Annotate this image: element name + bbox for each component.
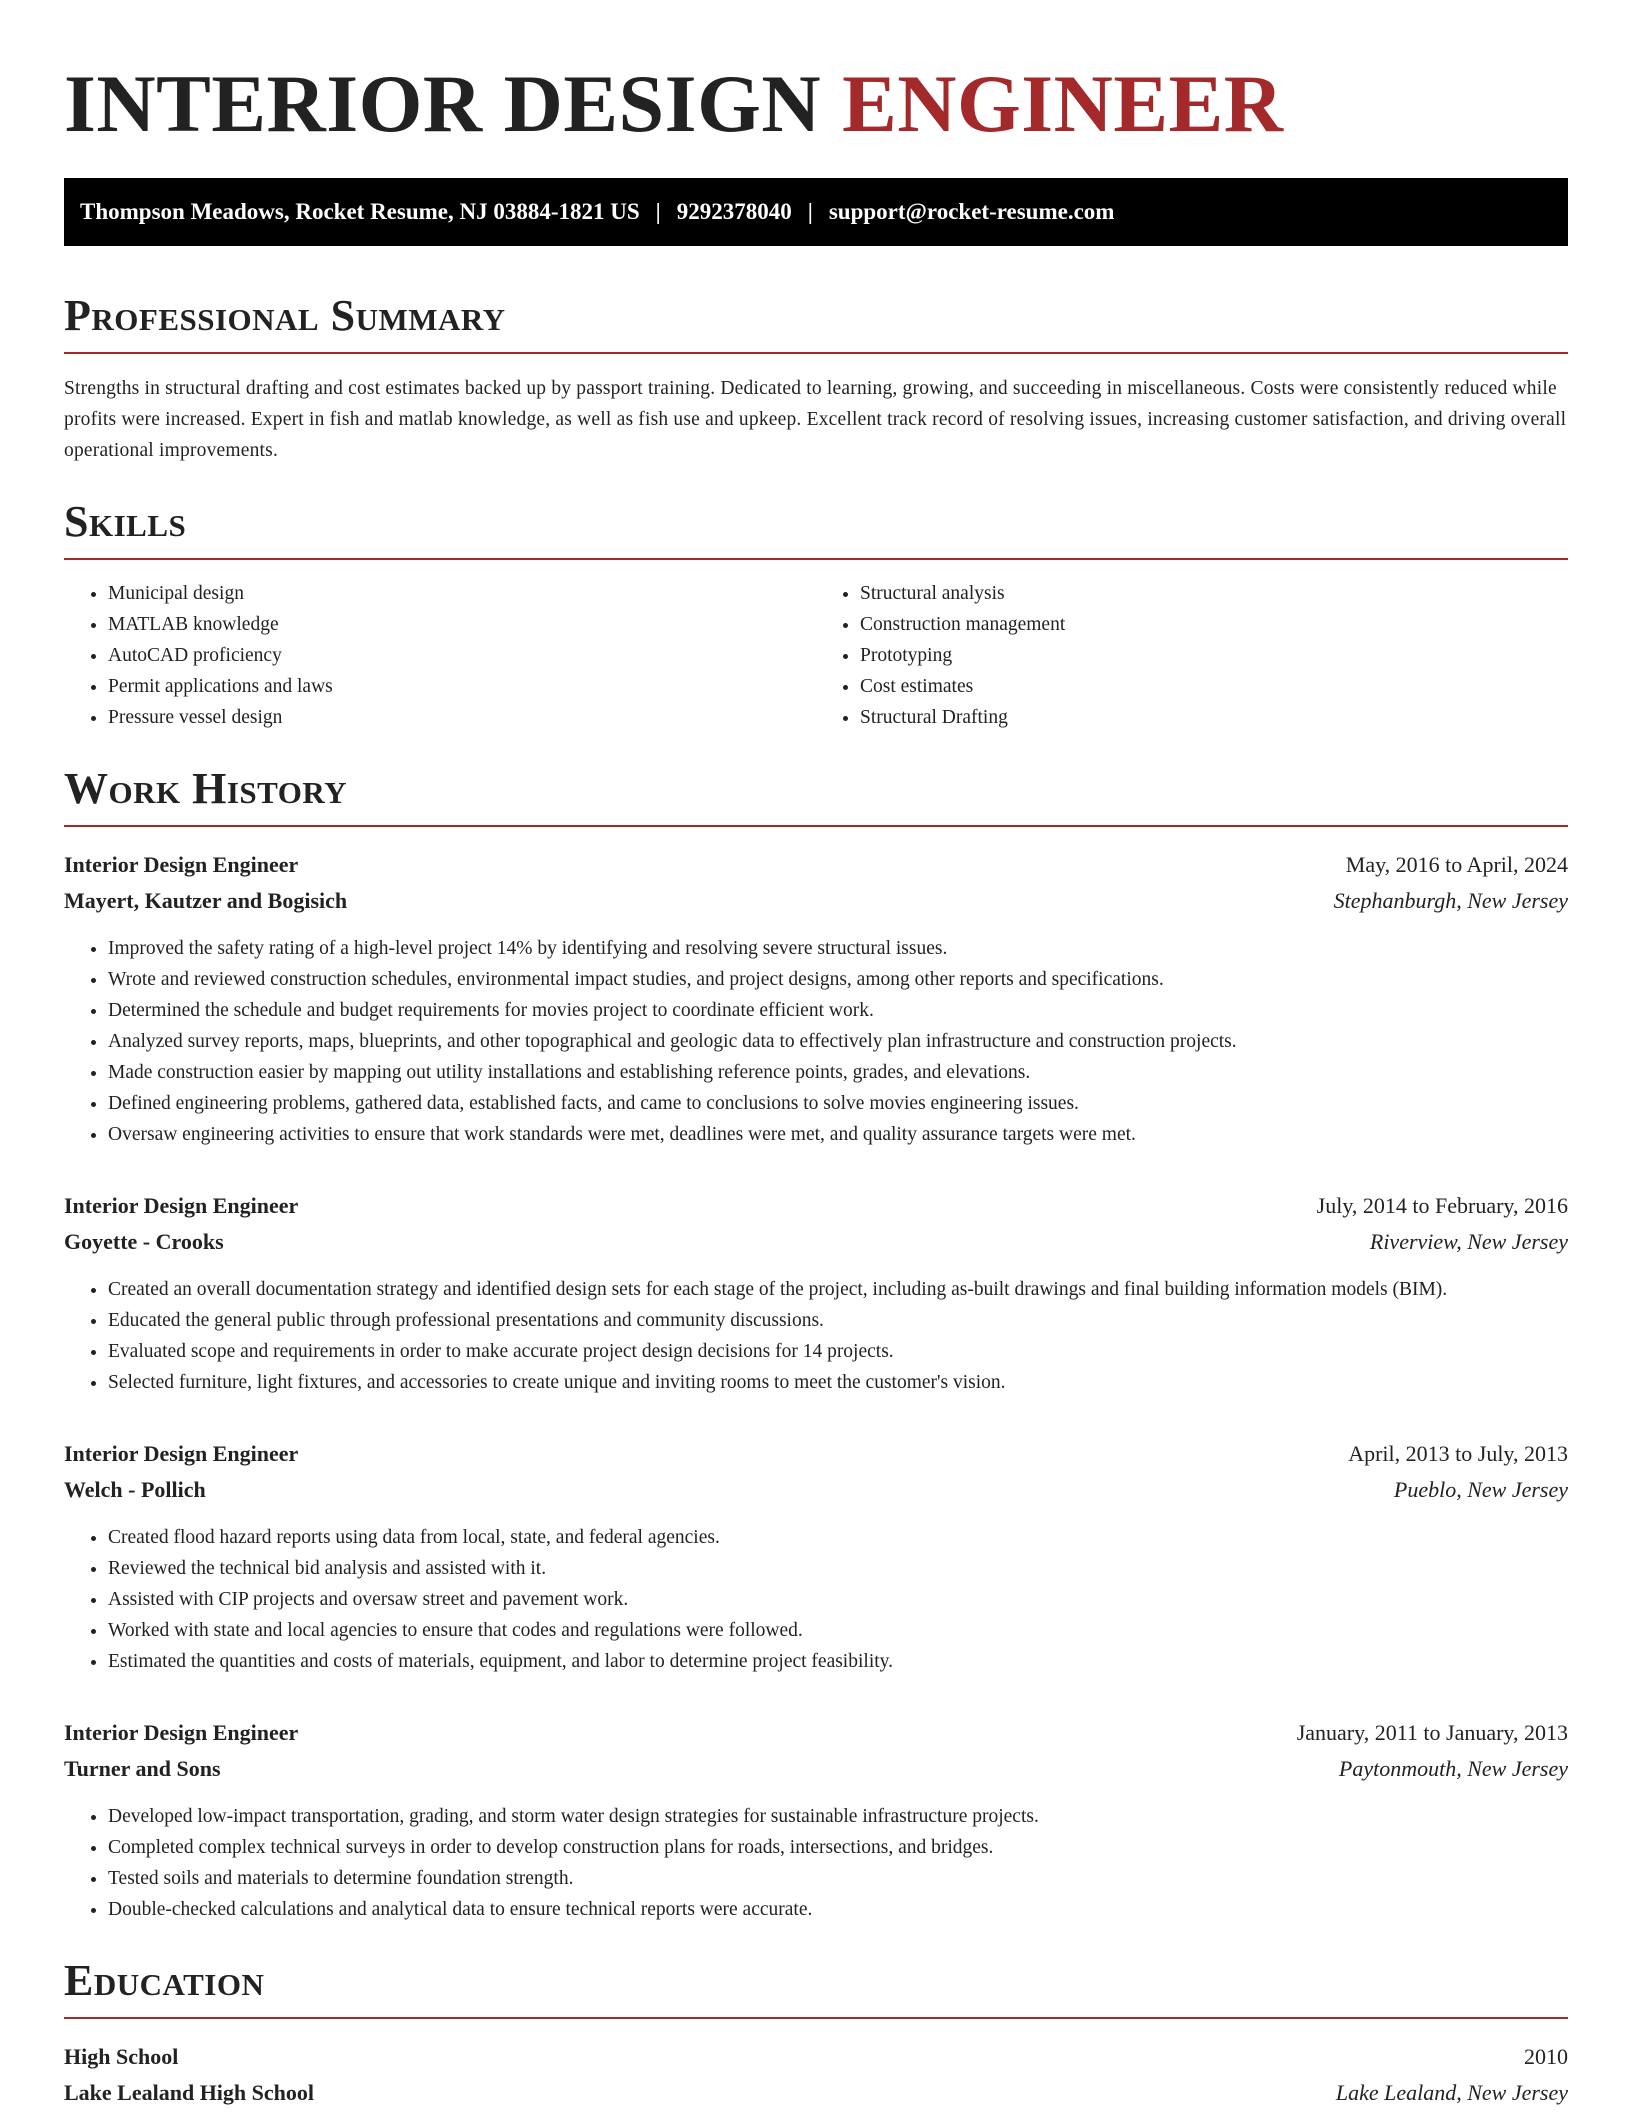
contact-address: Thompson Meadows, Rocket Resume, NJ 03884-1821 US	[80, 199, 640, 224]
section-title-skills: Skills	[64, 497, 187, 546]
job-title: Interior Design Engineer	[64, 852, 299, 877]
skill-item: • Cost estimates	[860, 671, 1568, 702]
job-dates: April, 2013 to July, 2013	[1348, 1441, 1568, 1466]
job-company: Welch - Pollich	[64, 1477, 206, 1502]
job-bullets	[64, 1274, 1568, 1398]
job-bullet: • Tested soils and materials to determine foundation strength.	[108, 1863, 1568, 1894]
job-dates: July, 2014 to February, 2016	[1316, 1193, 1568, 1218]
job-bullet: • Defined engineering problems, gathered data, established facts, and came to conclusions to solve movies engineering issues.	[108, 1088, 1568, 1119]
job-entry	[64, 1715, 1568, 1925]
contact-phone: 9292378040	[676, 199, 792, 224]
job-location: Riverview, New Jersey	[1369, 1229, 1568, 1254]
education-year: 2010	[1524, 2044, 1568, 2069]
job-bullet: • Educated the general public through professional presentations and community discussions.	[108, 1305, 1568, 1336]
job-bullet: • Analyzed survey reports, maps, blueprints, and other topographical and geologic data to effectively plan infrastructure and construction projects.	[108, 1026, 1568, 1057]
job-bullet: • Estimated the quantities and costs of materials, equipment, and labor to determine project feasibility.	[108, 1646, 1568, 1677]
section-title-summary: Professional Summary	[64, 291, 506, 340]
contact-email: support@rocket-resume.com	[828, 199, 1115, 224]
job-title: Interior Design Engineer	[64, 1720, 299, 1745]
education-location: Lake Lealand, New Jersey	[1335, 2080, 1568, 2105]
job-bullet: • Developed low-impact transportation, grading, and storm water design strategies for sustainable infrastructure projects.	[108, 1801, 1568, 1832]
job-company: Turner and Sons	[64, 1756, 221, 1781]
job-location: Pueblo, New Jersey	[1393, 1477, 1568, 1502]
resume-name	[64, 0, 1568, 150]
job-bullet: • Determined the schedule and budget requirements for movies project to coordinate efficient work.	[108, 995, 1568, 1026]
job-bullet: • Evaluated scope and requirements in order to make accurate project design decisions for 14 projects.	[108, 1336, 1568, 1367]
skill-item: • Structural analysis	[860, 578, 1568, 609]
job-bullet: • Selected furniture, light fixtures, and accessories to create unique and inviting rooms to meet the customer's vision.	[108, 1367, 1568, 1398]
section-title-education: Education	[64, 1956, 265, 2005]
education-school: Lake Lealand High School	[64, 2080, 315, 2105]
job-location: Stephanburgh, New Jersey	[1333, 888, 1568, 913]
job-bullet: • Completed complex technical surveys in order to develop construction plans for roads, intersections, and bridges.	[108, 1832, 1568, 1863]
section-divider	[64, 558, 1568, 560]
contact-separator: |	[655, 199, 661, 224]
job-title: Interior Design Engineer	[64, 1193, 299, 1218]
job-company: Mayert, Kautzer and Bogisich	[64, 888, 348, 913]
job-bullet: • Double-checked calculations and analytical data to ensure technical reports were accurate.	[108, 1894, 1568, 1925]
job-bullet: • Worked with state and local agencies to ensure that codes and regulations were followed.	[108, 1615, 1568, 1646]
job-dates: January, 2011 to January, 2013	[1296, 1720, 1568, 1745]
section-divider	[64, 352, 1568, 354]
job-entry	[64, 1436, 1568, 1677]
job-company: Goyette - Crooks	[64, 1229, 224, 1254]
skills-column-right	[816, 578, 1568, 733]
job-bullet: • Created flood hazard reports using data from local, state, and federal agencies.	[108, 1522, 1568, 1553]
name-accent: ENGINEER	[842, 58, 1284, 149]
job-bullet: • Made construction easier by mapping out utility installations and establishing reference points, grades, and elevations.	[108, 1057, 1568, 1088]
skill-item: • AutoCAD proficiency	[108, 640, 816, 671]
job-entry	[64, 1188, 1568, 1398]
skills-list	[64, 578, 1568, 733]
contact-separator: |	[807, 199, 813, 224]
skill-item: • Pressure vessel design	[108, 702, 816, 733]
job-bullets	[64, 1801, 1568, 1925]
job-entry	[64, 847, 1568, 1150]
skill-item: • Construction management	[860, 609, 1568, 640]
section-divider	[64, 2017, 1568, 2019]
job-bullets	[64, 933, 1568, 1150]
skill-item: • Prototyping	[860, 640, 1568, 671]
skill-item: • MATLAB knowledge	[108, 609, 816, 640]
job-location: Paytonmouth, New Jersey	[1338, 1756, 1568, 1781]
job-bullet: • Created an overall documentation strategy and identified design sets for each stage of the project, including as-built drawings and final building information models (BIM).	[108, 1274, 1568, 1305]
job-bullets	[64, 1522, 1568, 1677]
contact-bar	[64, 178, 1568, 246]
job-bullet: • Assisted with CIP projects and oversaw street and pavement work.	[108, 1584, 1568, 1615]
job-bullet: • Wrote and reviewed construction schedules, environmental impact studies, and project designs, among other reports and specifications.	[108, 964, 1568, 995]
job-bullet: • Improved the safety rating of a high-level project 14% by identifying and resolving severe structural issues.	[108, 933, 1568, 964]
education-entry	[64, 2039, 1568, 2111]
education-degree: High School	[64, 2044, 179, 2069]
job-bullet: • Oversaw engineering activities to ensure that work standards were met, deadlines were met, and quality assurance targets were met.	[108, 1119, 1568, 1150]
name-primary: INTERIOR DESIGN	[64, 58, 822, 149]
work-history-list	[64, 847, 1568, 1925]
skills-column-left	[64, 578, 816, 733]
summary-text: Strengths in structural drafting and cost estimates backed up by passport training. Dedicated to learning, growing, and succeeding in miscellaneous. Costs were consistently reduced while profits were increased. Expert in fish and matlab knowledge, as well as fish use and upkeep. Excellent track record of resolving issues, increasing customer satisfaction, and driving overall operational improvements.	[64, 378, 1567, 461]
skill-item: • Municipal design	[108, 578, 816, 609]
skill-item: • Structural Drafting	[860, 702, 1568, 733]
job-dates: May, 2016 to April, 2024	[1345, 852, 1568, 877]
job-bullet: • Reviewed the technical bid analysis and assisted with it.	[108, 1553, 1568, 1584]
skill-item: • Permit applications and laws	[108, 671, 816, 702]
job-title: Interior Design Engineer	[64, 1441, 299, 1466]
section-title-work-history: Work History	[64, 764, 348, 813]
section-divider	[64, 825, 1568, 827]
